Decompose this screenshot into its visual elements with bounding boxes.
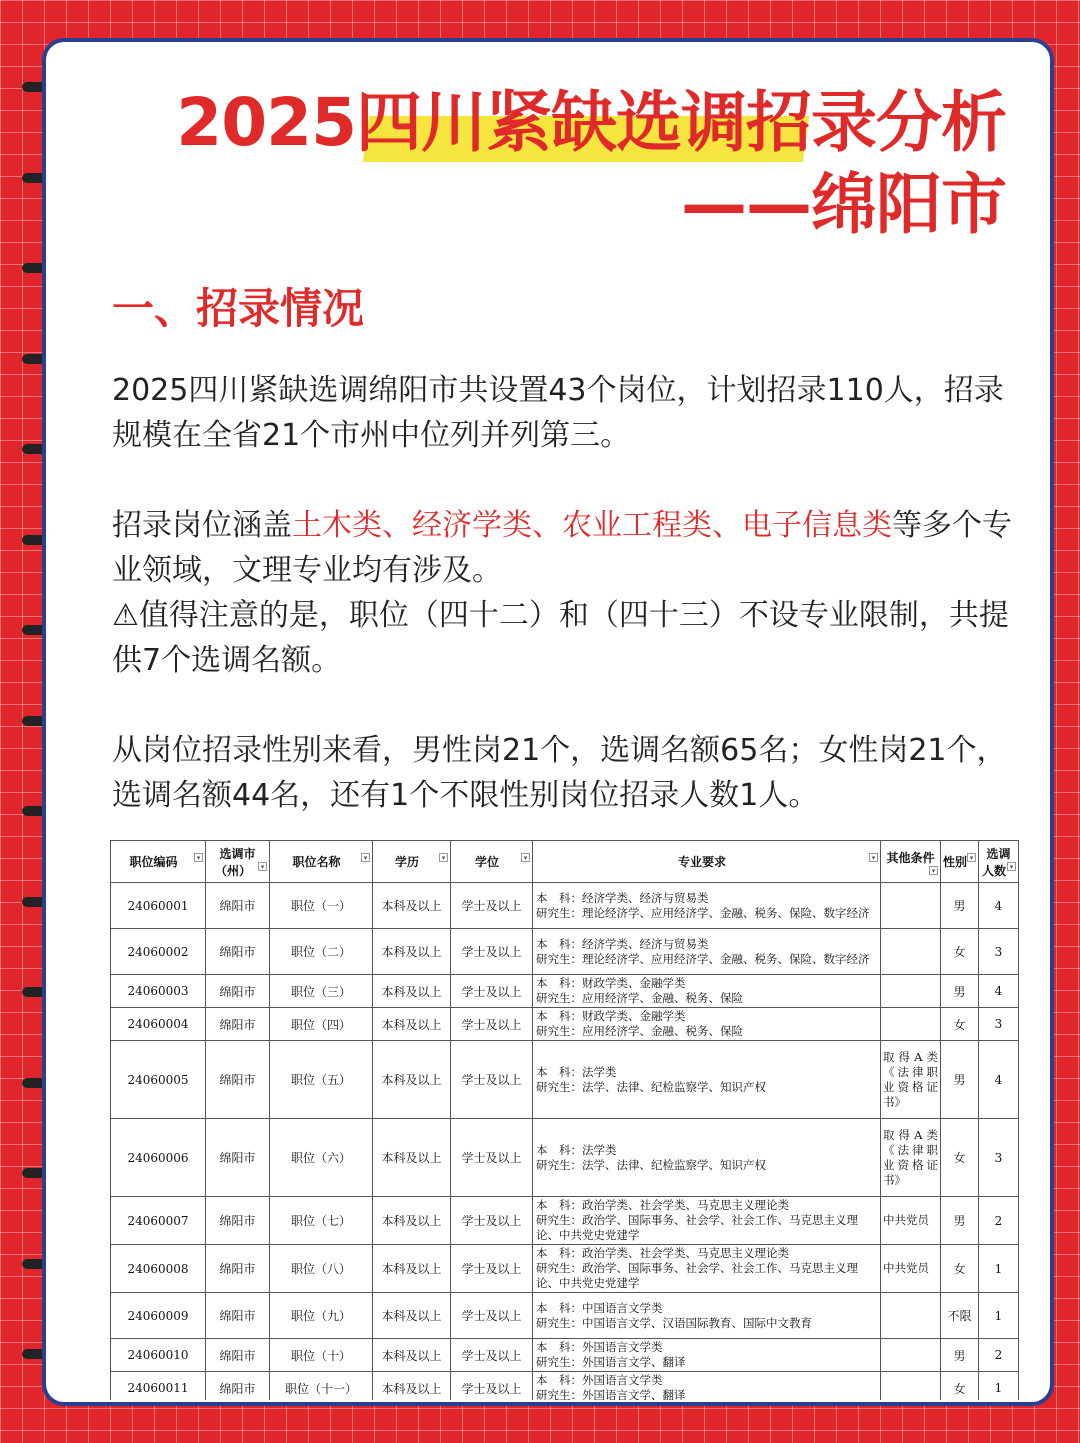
cell-major: 本 科：经济学类、经济与贸易类 研究生：理论经济学、应用经济学、金融、税务、保险、数字经济 — [533, 883, 881, 929]
cell-city: 绵阳市 — [206, 975, 270, 1008]
cell-degree: 学士及以上 — [451, 1293, 533, 1339]
filter-dropdown-icon[interactable]: ▾ — [361, 853, 370, 862]
filter-dropdown-icon[interactable]: ▾ — [929, 866, 938, 875]
paragraph-notice: ⚠值得注意的是，职位（四十二）和（四十三）不设专业限制，共提供7个选调名额。 — [112, 598, 1009, 678]
table-row — [111, 883, 1019, 929]
table-row — [111, 1197, 1019, 1245]
cell-code: 24060006 — [111, 1119, 206, 1197]
header-code[interactable]: 职位编码 ▾ — [111, 841, 206, 883]
header-degree[interactable]: 学位 ▾ — [451, 841, 533, 883]
cell-other — [881, 883, 941, 929]
cell-gender: 女 — [941, 1245, 979, 1293]
cell-count: 2 — [979, 1339, 1019, 1372]
cell-code: 24060002 — [111, 929, 206, 975]
cell-name: 职位（一） — [270, 883, 373, 929]
cell-degree: 学士及以上 — [451, 1197, 533, 1245]
cell-other — [881, 1008, 941, 1041]
cell-gender: 男 — [941, 1339, 979, 1372]
cell-city: 绵阳市 — [206, 883, 270, 929]
cell-count: 3 — [979, 929, 1019, 975]
cell-degree: 学士及以上 — [451, 1008, 533, 1041]
cell-other — [881, 1339, 941, 1372]
table-row — [111, 975, 1019, 1008]
cell-name: 职位（四） — [270, 1008, 373, 1041]
cell-count: 4 — [979, 975, 1019, 1008]
filter-dropdown-icon[interactable]: ▾ — [258, 862, 267, 871]
cell-code: 24060004 — [111, 1008, 206, 1041]
header-name[interactable]: 职位名称 ▾ — [270, 841, 373, 883]
cell-name: 职位（八） — [270, 1245, 373, 1293]
cell-count: 3 — [979, 1008, 1019, 1041]
table-row — [111, 929, 1019, 975]
cell-edu: 本科及以上 — [373, 1293, 451, 1339]
header-other[interactable]: 其他条件 ▾ — [881, 841, 941, 883]
cell-degree: 学士及以上 — [451, 883, 533, 929]
cell-name: 职位（十一） — [270, 1372, 373, 1401]
cell-name: 职位（二） — [270, 929, 373, 975]
table-row — [111, 1008, 1019, 1041]
cell-edu: 本科及以上 — [373, 883, 451, 929]
cell-major: 本 科：法学类 研究生：法学、法律、纪检监察学、知识产权 — [533, 1119, 881, 1197]
cell-other: 取得A类《法律职业资格证书》 — [881, 1041, 941, 1119]
cell-code: 24060001 — [111, 883, 206, 929]
cell-other: 取得A类《法律职业资格证书》 — [881, 1119, 941, 1197]
majors-prefix: 招录岗位涵盖 — [112, 508, 292, 543]
table-row — [111, 1372, 1019, 1401]
cell-code: 24060009 — [111, 1293, 206, 1339]
table-row — [111, 1041, 1019, 1119]
cell-count: 4 — [979, 883, 1019, 929]
cell-other — [881, 975, 941, 1008]
cell-edu: 本科及以上 — [373, 1245, 451, 1293]
cell-name: 职位（九） — [270, 1293, 373, 1339]
filter-dropdown-icon[interactable]: ▾ — [967, 853, 976, 862]
cell-code: 24060005 — [111, 1041, 206, 1119]
cell-major: 本 科：政治学类、社会学类、马克思主义理论类 研究生：政治学、国际事务、社会学、社会工作、马克思主义理论、中共党史党建学 — [533, 1245, 881, 1293]
cell-gender: 女 — [941, 1372, 979, 1401]
header-major[interactable]: 专业要求 ▾ — [533, 841, 881, 883]
cell-major: 本 科：经济学类、经济与贸易类 研究生：理论经济学、应用经济学、金融、税务、保险、数字经济 — [533, 929, 881, 975]
title-line-2: ——绵阳市 — [681, 166, 1006, 243]
header-edu[interactable]: 学历 ▾ — [373, 841, 451, 883]
cell-code: 24060011 — [111, 1372, 206, 1401]
cell-other — [881, 1293, 941, 1339]
cell-city: 绵阳市 — [206, 1293, 270, 1339]
table-body — [111, 883, 1019, 1401]
cell-city: 绵阳市 — [206, 1372, 270, 1401]
cell-degree: 学士及以上 — [451, 1119, 533, 1197]
cell-major: 本 科：政治学类、社会学类、马克思主义理论类 研究生：政治学、国际事务、社会学、社会工作、马克思主义理论、中共党史党建学 — [533, 1197, 881, 1245]
cell-city: 绵阳市 — [206, 1008, 270, 1041]
cell-name: 职位（七） — [270, 1197, 373, 1245]
cell-edu: 本科及以上 — [373, 929, 451, 975]
cell-count: 1 — [979, 1245, 1019, 1293]
positions-table — [110, 840, 1019, 1400]
cell-edu: 本科及以上 — [373, 1041, 451, 1119]
majors-suffix: 等多个专业领域，文理专业均有涉及。 — [112, 508, 1012, 588]
cell-other — [881, 929, 941, 975]
paragraph-gender: 从岗位招录性别来看，男性岗21个，选调名额65名；女性岗21个，选调名额44名，还有1个不限性别岗位招录人数1人。 — [112, 733, 1007, 813]
cell-city: 绵阳市 — [206, 1119, 270, 1197]
cell-other — [881, 1372, 941, 1401]
cell-city: 绵阳市 — [206, 1041, 270, 1119]
table-header-row — [111, 841, 1019, 883]
cell-major: 本 科：财政学类、金融学类 研究生：应用经济学、金融、税务、保险 — [533, 1008, 881, 1041]
cell-degree: 学士及以上 — [451, 1339, 533, 1372]
cell-code: 24060007 — [111, 1197, 206, 1245]
filter-dropdown-icon[interactable]: ▾ — [194, 853, 203, 862]
cell-name: 职位（六） — [270, 1119, 373, 1197]
cell-code: 24060008 — [111, 1245, 206, 1293]
cell-degree: 学士及以上 — [451, 975, 533, 1008]
cell-city: 绵阳市 — [206, 1197, 270, 1245]
paragraph-overview: 2025四川紧缺选调绵阳市共设置43个岗位，计划招录110人，招录规模在全省21个市州中位列并列第三。 — [112, 373, 1004, 453]
cell-city: 绵阳市 — [206, 929, 270, 975]
cell-count: 1 — [979, 1372, 1019, 1401]
header-city[interactable]: 选调市（州） ▾ — [206, 841, 270, 883]
cell-gender: 女 — [941, 1008, 979, 1041]
cell-count: 3 — [979, 1119, 1019, 1197]
paragraph-majors — [112, 503, 1020, 593]
cell-gender: 男 — [941, 975, 979, 1008]
cell-gender: 女 — [941, 1119, 979, 1197]
cell-gender: 不限 — [941, 1293, 979, 1339]
filter-dropdown-icon[interactable]: ▾ — [1007, 862, 1016, 871]
cell-edu: 本科及以上 — [373, 1372, 451, 1401]
cell-city: 绵阳市 — [206, 1339, 270, 1372]
cell-edu: 本科及以上 — [373, 1339, 451, 1372]
page-title — [86, 82, 1006, 246]
cell-gender: 女 — [941, 929, 979, 975]
cell-degree: 学士及以上 — [451, 1372, 533, 1401]
cell-other: 中共党员 — [881, 1245, 941, 1293]
cell-major: 本 科：法学类 研究生：法学、法律、纪检监察学、知识产权 — [533, 1041, 881, 1119]
cell-major: 本 科：财政学类、金融学类 研究生：应用经济学、金融、税务、保险 — [533, 975, 881, 1008]
cell-code: 24060010 — [111, 1339, 206, 1372]
cell-major: 本 科：外国语言文学类 研究生：外国语言文学、翻译 — [533, 1372, 881, 1401]
cell-edu: 本科及以上 — [373, 1197, 451, 1245]
cell-edu: 本科及以上 — [373, 1119, 451, 1197]
cell-edu: 本科及以上 — [373, 975, 451, 1008]
cell-count: 4 — [979, 1041, 1019, 1119]
table-row — [111, 1119, 1019, 1197]
header-gender[interactable]: 性别 ▾ — [941, 841, 979, 883]
cell-major: 本 科：外国语言文学类 研究生：外国语言文学、翻译 — [533, 1339, 881, 1372]
cell-gender: 男 — [941, 1041, 979, 1119]
filter-dropdown-icon[interactable]: ▾ — [521, 853, 530, 862]
cell-name: 职位（三） — [270, 975, 373, 1008]
cell-other: 中共党员 — [881, 1197, 941, 1245]
content-card — [42, 38, 1054, 1406]
majors-highlight: 土木类、经济学类、农业工程类、电子信息类 — [292, 508, 892, 543]
cell-degree: 学士及以上 — [451, 929, 533, 975]
filter-dropdown-icon[interactable]: ▾ — [439, 853, 448, 862]
cell-count: 2 — [979, 1197, 1019, 1245]
cell-gender: 男 — [941, 883, 979, 929]
cell-count: 1 — [979, 1293, 1019, 1339]
section-heading: 一、招录情况 — [112, 284, 365, 333]
cell-code: 24060003 — [111, 975, 206, 1008]
cell-name: 职位（五） — [270, 1041, 373, 1119]
cell-degree: 学士及以上 — [451, 1245, 533, 1293]
header-count[interactable]: 选调人数 ▾ — [979, 841, 1019, 883]
title-line-1: 2025四川紧缺选调招录分析 — [176, 84, 1006, 161]
cell-major: 本 科：中国语言文学类 研究生：中国语言文学、汉语国际教育、国际中文教育 — [533, 1293, 881, 1339]
cell-degree: 学士及以上 — [451, 1041, 533, 1119]
cell-edu: 本科及以上 — [373, 1008, 451, 1041]
table-row — [111, 1245, 1019, 1293]
cell-city: 绵阳市 — [206, 1245, 270, 1293]
positions-table-wrap — [110, 840, 1020, 1400]
cell-name: 职位（十） — [270, 1339, 373, 1372]
table-row — [111, 1339, 1019, 1372]
filter-dropdown-icon[interactable]: ▾ — [869, 853, 878, 862]
table-row — [111, 1293, 1019, 1339]
cell-gender: 男 — [941, 1197, 979, 1245]
